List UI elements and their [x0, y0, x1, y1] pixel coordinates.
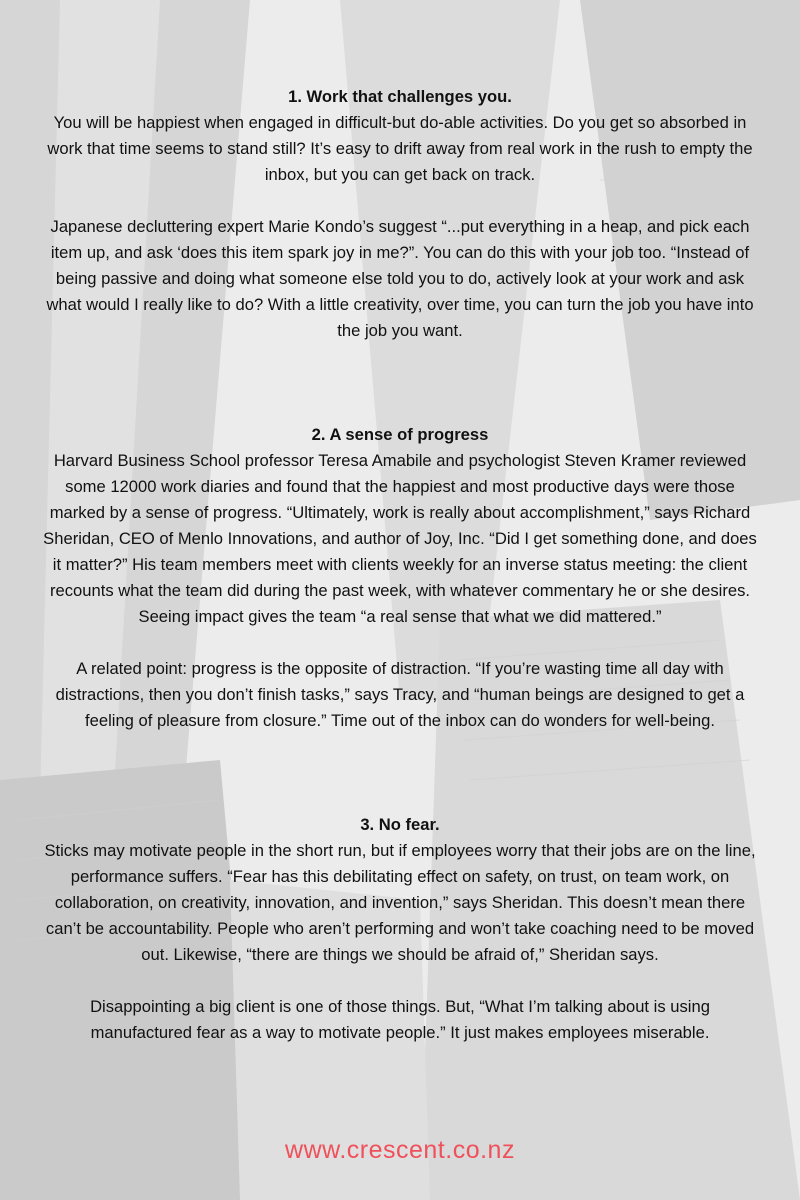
section-sense-of-progress — [38, 422, 762, 734]
section-no-fear — [38, 812, 762, 1046]
section-paragraph: Sticks may motivate people in the short run, but if employees worry that their jobs are on the line, performance suffers. “Fear has this debilitating effect on safety, on trust, on team work, on collaboration, on creativity, innovation, and invention,” says Sheridan. This doesn’t mean there can’t be accountability. People who aren’t performing and won’t take coaching need to be moved out. Likewise, “there are things we should be afraid of,” Sheridan says. — [44, 841, 756, 964]
section-heading: 1. Work that challenges you. — [288, 87, 512, 106]
section-paragraph: Disappointing a big client is one of those things. But, “What I’m talking about is using manufactured fear as a way to motivate people.” It just makes employees miserable. — [90, 997, 710, 1042]
section-paragraph: You will be happiest when engaged in difficult-but do-able activities. Do you get so absorbed in work that time seems to stand still? It’s easy to drift away from real work in the rush to empty the inbox, but you can get back on track. — [47, 113, 753, 184]
section-heading: 3. No fear. — [360, 815, 440, 834]
section-paragraph: Harvard Business School professor Teresa Amabile and psychologist Steven Kramer reviewed some 12000 work diaries and found that the happiest and most productive days were those marked by a sense of progress. “Ultimately, work is really about accomplishment,” says Richard Sheridan, CEO of Menlo Innovations, and author of Joy, Inc. “Did I get something done, and does it matter?” His team members meet with clients weekly for an inverse status meeting: the client recounts what the team did during the past week, with whatever commentary he or she desires. Seeing impact gives the team “a real sense that what we did mattered.” — [43, 451, 757, 626]
section-work-that-challenges — [38, 84, 762, 344]
section-paragraph: Japanese decluttering expert Marie Kondo’s suggest “...put everything in a heap, and pick each item up, and ask ‘does this item spark joy in me?”. You can do this with your job too. “Instead of being passive and doing what someone else told you to do, actively look at your work and ask what would I really like to do? With a little creativity, over time, you can turn the job you have into the job you want. — [46, 217, 754, 340]
section-paragraph: A related point: progress is the opposite of distraction. “If you’re wasting time all day with distractions, then you don’t finish tasks,” says Tracy, and “human beings are designed to get a feeling of pleasure from closure.” Time out of the inbox can do wonders for well-being. — [55, 659, 745, 730]
section-heading: 2. A sense of progress — [311, 425, 489, 444]
footer-website-link[interactable]: www.crescent.co.nz — [285, 1136, 515, 1164]
article-body — [38, 84, 762, 1046]
